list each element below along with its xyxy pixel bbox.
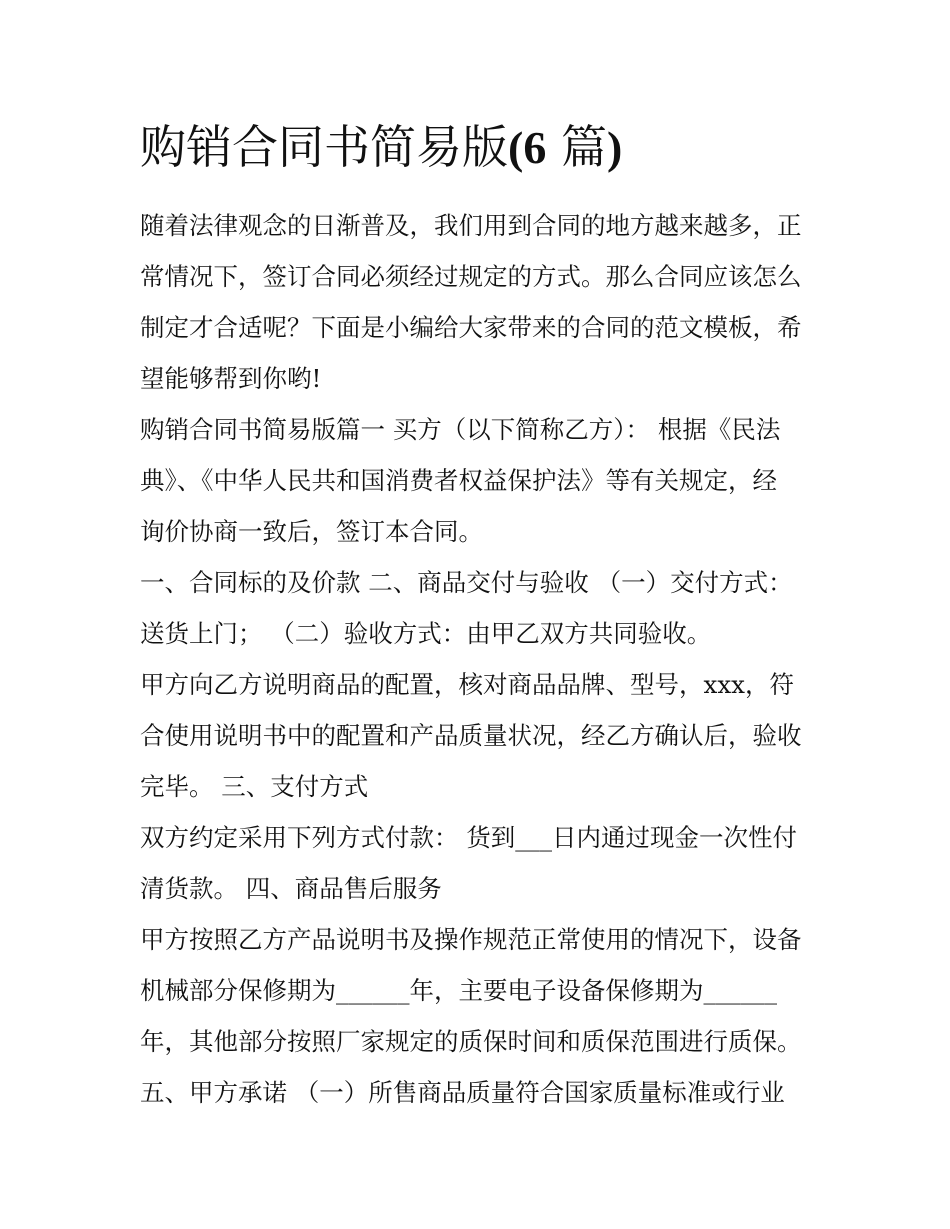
- body-line: 随着法律观念的日渐普及，我们用到合同的地方越来越多，正: [140, 211, 802, 240]
- body-line: 常情况下，签订合同必须经过规定的方式。那么合同应该怎么: [140, 262, 802, 291]
- title-count: 6: [523, 122, 547, 173]
- title-unit: 篇: [546, 120, 607, 174]
- body-line: 双方约定采用下列方式付款： 货到___日内通过现金一次性付: [140, 823, 798, 852]
- body-line: 送货上门； （二）验收方式：由甲乙双方共同验收。: [140, 619, 712, 648]
- body-line: 五、甲方承诺 （一）所售商品质量符合国家质量标准或行业: [140, 1078, 785, 1107]
- body-line: 甲方按照乙方产品说明书及操作规范正常使用的情况下，设备: [140, 925, 802, 954]
- body-line: 询价协商一致后，签订本合同。: [140, 517, 483, 546]
- body-line: 望能够帮到你哟!: [140, 364, 322, 393]
- body-line: 合使用说明书中的配置和产品质量状况，经乙方确认后，验收: [140, 721, 802, 750]
- body-line: 甲方向乙方说明商品的配置，核对商品品牌、型号，xxx，符: [140, 670, 794, 699]
- body-line: 一、合同标的及价款 二、商品交付与验收 （一）交付方式：: [140, 568, 793, 597]
- document-title: [140, 112, 622, 183]
- body-line: 清货款。 四、商品售后服务: [140, 874, 442, 903]
- body-line: 制定才合适呢？下面是小编给大家带来的合同的范文模板，希: [140, 313, 802, 342]
- body-line: 典》、《中华人民共和国消费者权益保护法》等有关规定，经: [140, 466, 777, 495]
- body-line: 购销合同书简易版篇一 买方（以下简称乙方）： 根据《民法: [140, 415, 781, 444]
- body-line: 完毕。 三、支付方式: [140, 772, 369, 801]
- title-paren-open: (: [508, 122, 524, 173]
- title-paren-close: ): [606, 122, 623, 173]
- body-line: 年，其他部分按照厂家规定的质保时间和质保范围进行质保。: [140, 1027, 802, 1056]
- document-body: [140, 200, 820, 1118]
- body-line: 机械部分保修期为______年，主要电子设备保修期为______: [140, 976, 777, 1005]
- title-main: 购销合同书简易版: [140, 120, 508, 174]
